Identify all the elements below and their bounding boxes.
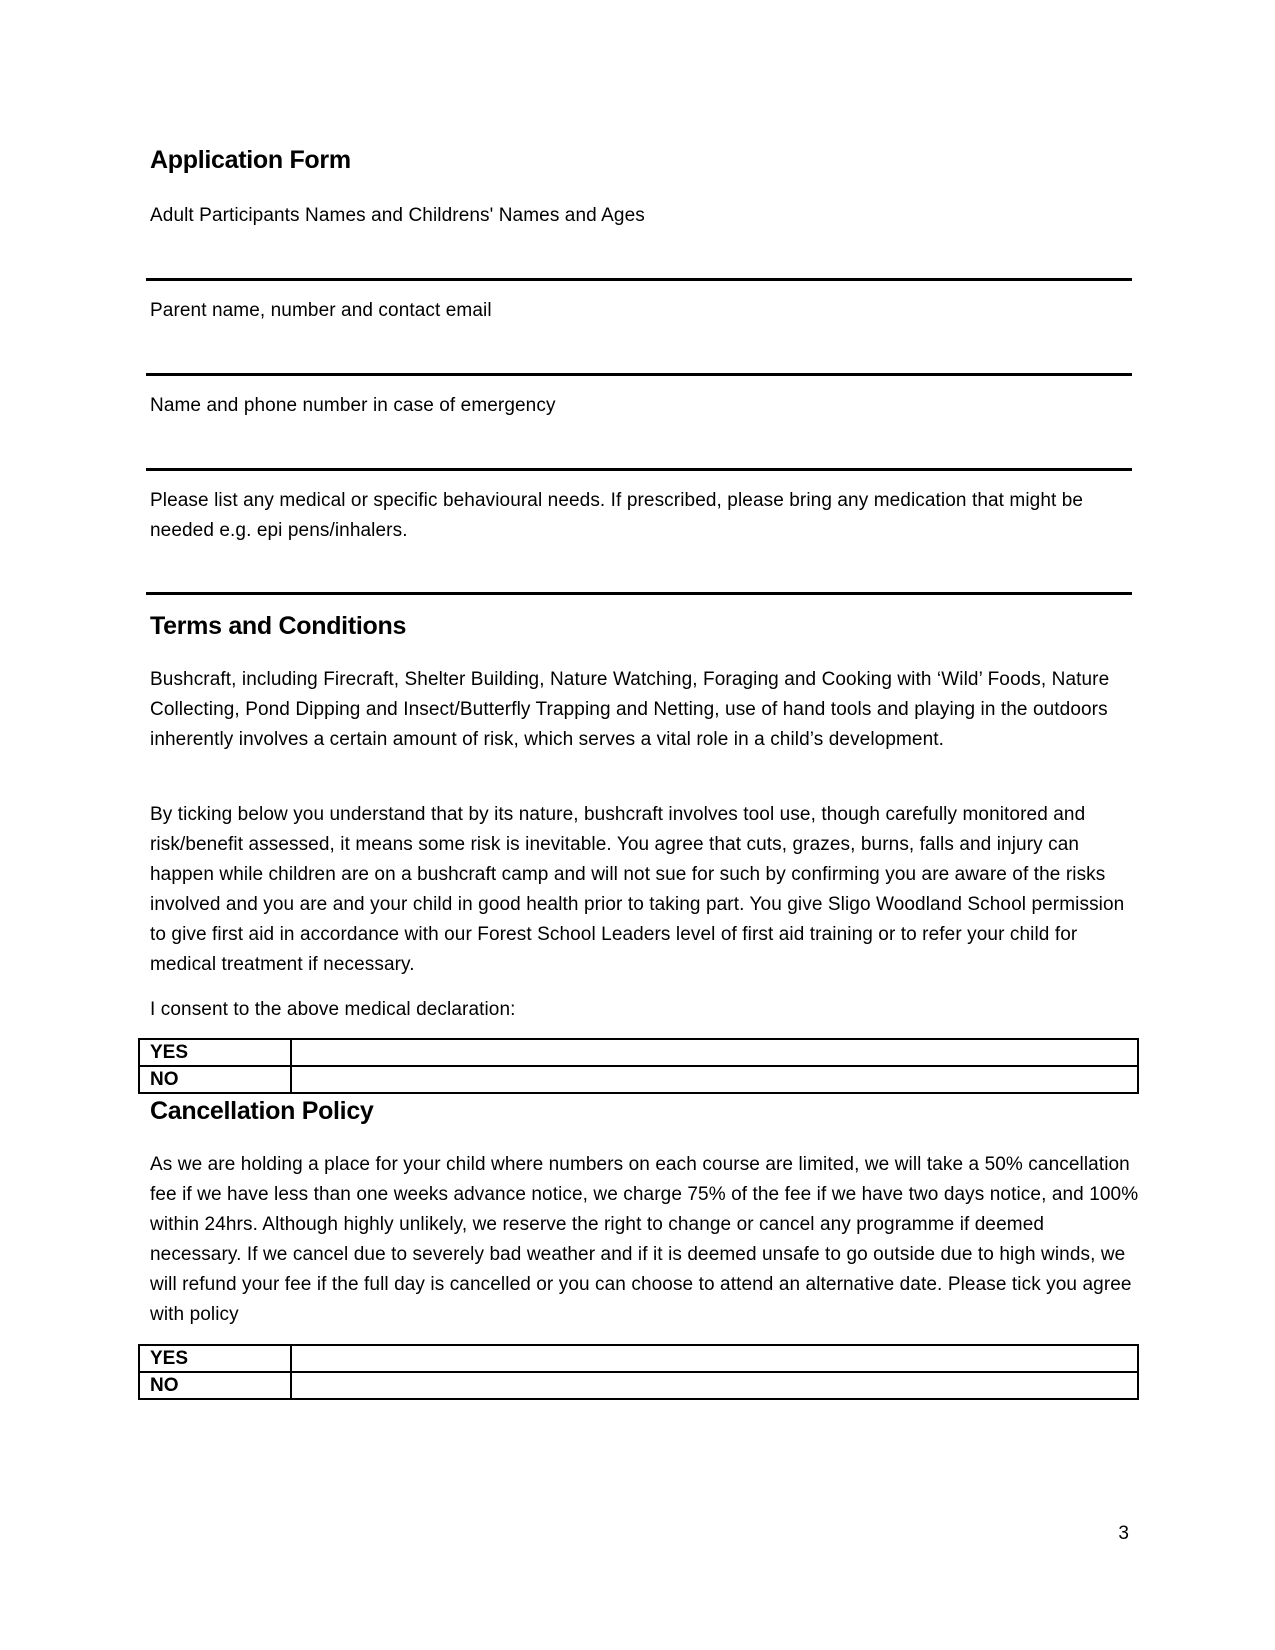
cancellation-yes-label: YES: [139, 1345, 291, 1372]
consent-yes-row: [139, 1039, 1138, 1066]
consent-yes-label: YES: [139, 1039, 291, 1066]
medical-consent-table: [138, 1038, 1139, 1094]
terms-title: Terms and Conditions: [150, 612, 407, 640]
emergency-contact-line[interactable]: [146, 468, 1132, 471]
consent-no-label: NO: [139, 1066, 291, 1093]
application-form-title: Application Form: [150, 146, 351, 174]
medical-consent-prompt: I consent to the above medical declaration:: [150, 999, 516, 1020]
cancellation-title: Cancellation Policy: [150, 1097, 374, 1125]
medical-needs-line[interactable]: [146, 592, 1132, 595]
page-number: 3: [1118, 1523, 1129, 1544]
cancellation-no-row: [139, 1372, 1138, 1399]
participants-names-label: Adult Participants Names and Childrens' Names and Ages: [150, 205, 645, 226]
cancellation-paragraph: As we are holding a place for your child where numbers on each course are limited, we will take a 50% cancellation fee if we have less than one weeks advance notice, we charge 75% of the fee if we have two days notice, and 100% within 24hrs. Although highly unlikely, we reserve the right to change or cancel any programme if deemed necessary. If we cancel due to severely bad weather and if it is deemed unsafe to go outside due to high winds, we will refund your fee if the full day is cancelled or you can choose to attend an alternative date. Please tick you agree with policy: [150, 1154, 1139, 1325]
cancellation-agreement-table: [138, 1344, 1139, 1400]
consent-no-row: [139, 1066, 1138, 1093]
cancellation-yes-tick-cell[interactable]: [291, 1345, 1138, 1372]
parent-contact-line[interactable]: [146, 373, 1132, 376]
cancellation-no-label: NO: [139, 1372, 291, 1399]
parent-contact-label: Parent name, number and contact email: [150, 300, 492, 321]
cancellation-yes-row: [139, 1345, 1138, 1372]
terms-paragraph-activities: Bushcraft, including Firecraft, Shelter Building, Nature Watching, Foraging and Cooking with ‘Wild’ Foods, Nature Collecting, Pond Dipping and Insect/Butterfly Trapping and Netting, use of hand tools and playing in the outdoors inherently involves a certain amount of risk, which serves a vital role in a child’s development.: [150, 669, 1110, 750]
medical-needs-label: Please list any medical or specific behavioural needs. If prescribed, please bring any medication that might be needed e.g. epi pens/inhalers.: [150, 490, 1084, 541]
terms-paragraph-risk: By ticking below you understand that by its nature, bushcraft involves tool use, though carefully monitored and risk/benefit assessed, it means some risk is inevitable. You agree that cuts, grazes, burns, falls and injury can happen while children are on a bushcraft camp and will not sue for such by confirming you are aware of the risks involved and you are and your child in good health prior to taking part. You give Sligo Woodland School permission to give first aid in accordance with our Forest School Leaders level of first aid training or to refer your child for medical treatment if necessary.: [150, 804, 1125, 975]
emergency-contact-label: Name and phone number in case of emergency: [150, 395, 556, 416]
consent-no-tick-cell[interactable]: [291, 1066, 1138, 1093]
participants-names-line[interactable]: [146, 278, 1132, 281]
cancellation-no-tick-cell[interactable]: [291, 1372, 1138, 1399]
consent-yes-tick-cell[interactable]: [291, 1039, 1138, 1066]
